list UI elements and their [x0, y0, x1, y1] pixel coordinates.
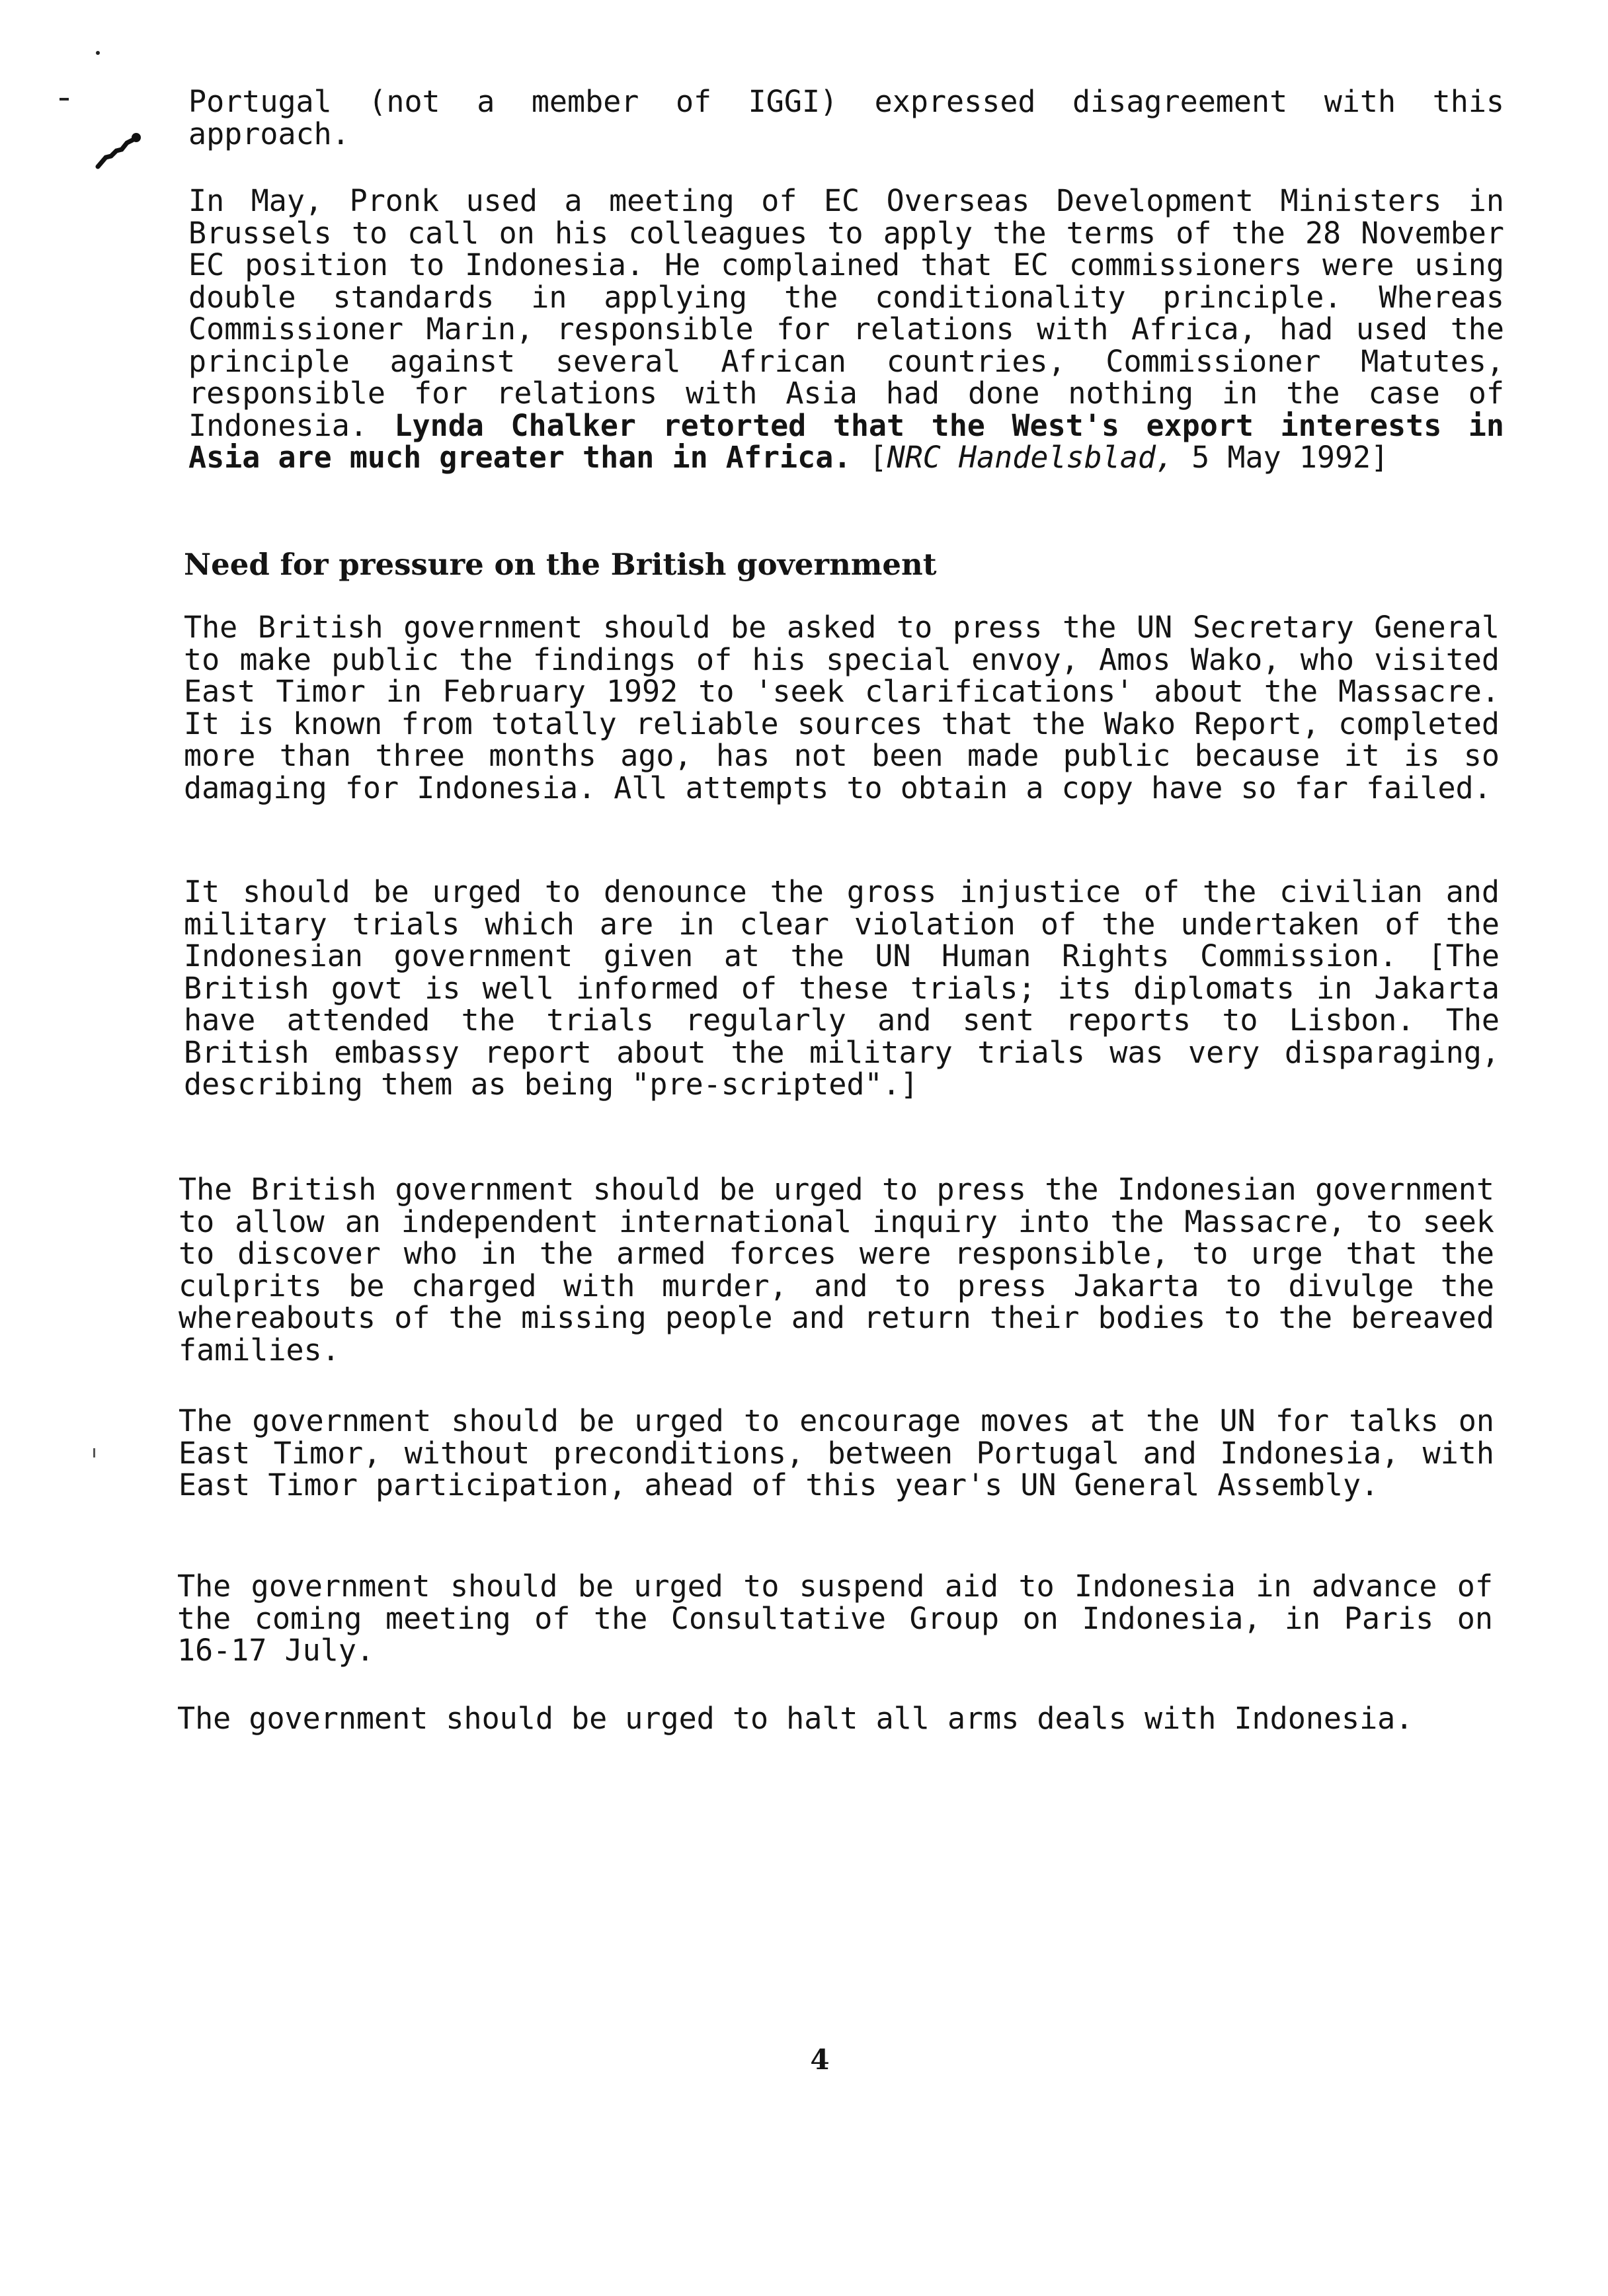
paragraph-un-envoy: The British government should be asked to press the UN Secretary General to make public the findings of his special envoy, Amos Wako, who visited East Timor in February 1992 to 'seek clarifications' about the Massacre. It is known from totally reliable sources that the Wako Report, completed more than three months ago, has not been made public because it is so damaging for Indonesia. All attempts to obtain a copy have so far failed.: [184, 610, 1500, 805]
page-number: 4: [810, 2043, 830, 2076]
pronk-text: In May, Pronk used a meeting of EC Overseas Development Ministers in Brussels to call on his colleagues to apply the terms of the 28 November EC position to Indonesia. He complained that EC commissioners were using double standards in applying the conditionality principle. Whereas Commissioner Marin, responsible for relations with Africa, had used the principle against several African countries, Commissioner Matutes, responsible for relations with Asia had done nothing in the case of Indonesia.: [188, 183, 1504, 443]
section-heading: Need for pressure on the British government: [184, 547, 937, 582]
paragraph-arms-deals: The government should be urged to halt all arms deals with Indonesia.: [177, 1701, 1414, 1736]
chalker-retort: Lynda Chalker retorted that the West's export interests in Asia are much greater than in Africa.: [188, 407, 1504, 475]
paragraph-inquiry: The British government should be urged to press the Indonesian government to allow an independent international inquiry into the Massacre, to seek to discover who in the armed forces were responsible, to urge that the culprits be charged with murder, and to press Jakarta to divulge the whereabouts of the missing people and return their bodies to the bereaved families.: [179, 1172, 1494, 1368]
scan-mark-dot: [91, 1447, 98, 1460]
paragraph-suspend-aid: The government should be urged to suspend aid to Indonesia in advance of the coming meeting of the Consultative Group on Indonesia, in Paris on 16-17 July.: [177, 1569, 1493, 1668]
source-title: NRC Handelsblad,: [887, 440, 1174, 475]
paragraph-portugal: Portugal (not a member of IGGI) expressed disagreement with this approach.: [188, 84, 1504, 151]
scan-mark-pen-stroke: [40, 40, 145, 172]
source-date: 5 May 1992]: [1174, 440, 1389, 475]
source-bracket-open: [: [851, 440, 887, 475]
paragraph-un-talks: The government should be urged to encourage moves at the UN for talks on East Timor, without preconditions, between Portugal and Indonesia, with East Timor participation, ahead of this year's UN General Assembly.: [179, 1403, 1494, 1502]
paragraph-trials: It should be urged to denounce the gross injustice of the civilian and military trials which are in clear violation of the undertaken of the Indonesian government given at the UN Human Rights Commission. [The British govt is well informed of these trials; its diplomats in Jakarta have attended the trials regularly and sent reports to Lisbon. The British embassy report about the military trials was very disparaging, describing them as being "pre-scripted".]: [184, 874, 1500, 1102]
paragraph-pronk: [188, 185, 1504, 474]
